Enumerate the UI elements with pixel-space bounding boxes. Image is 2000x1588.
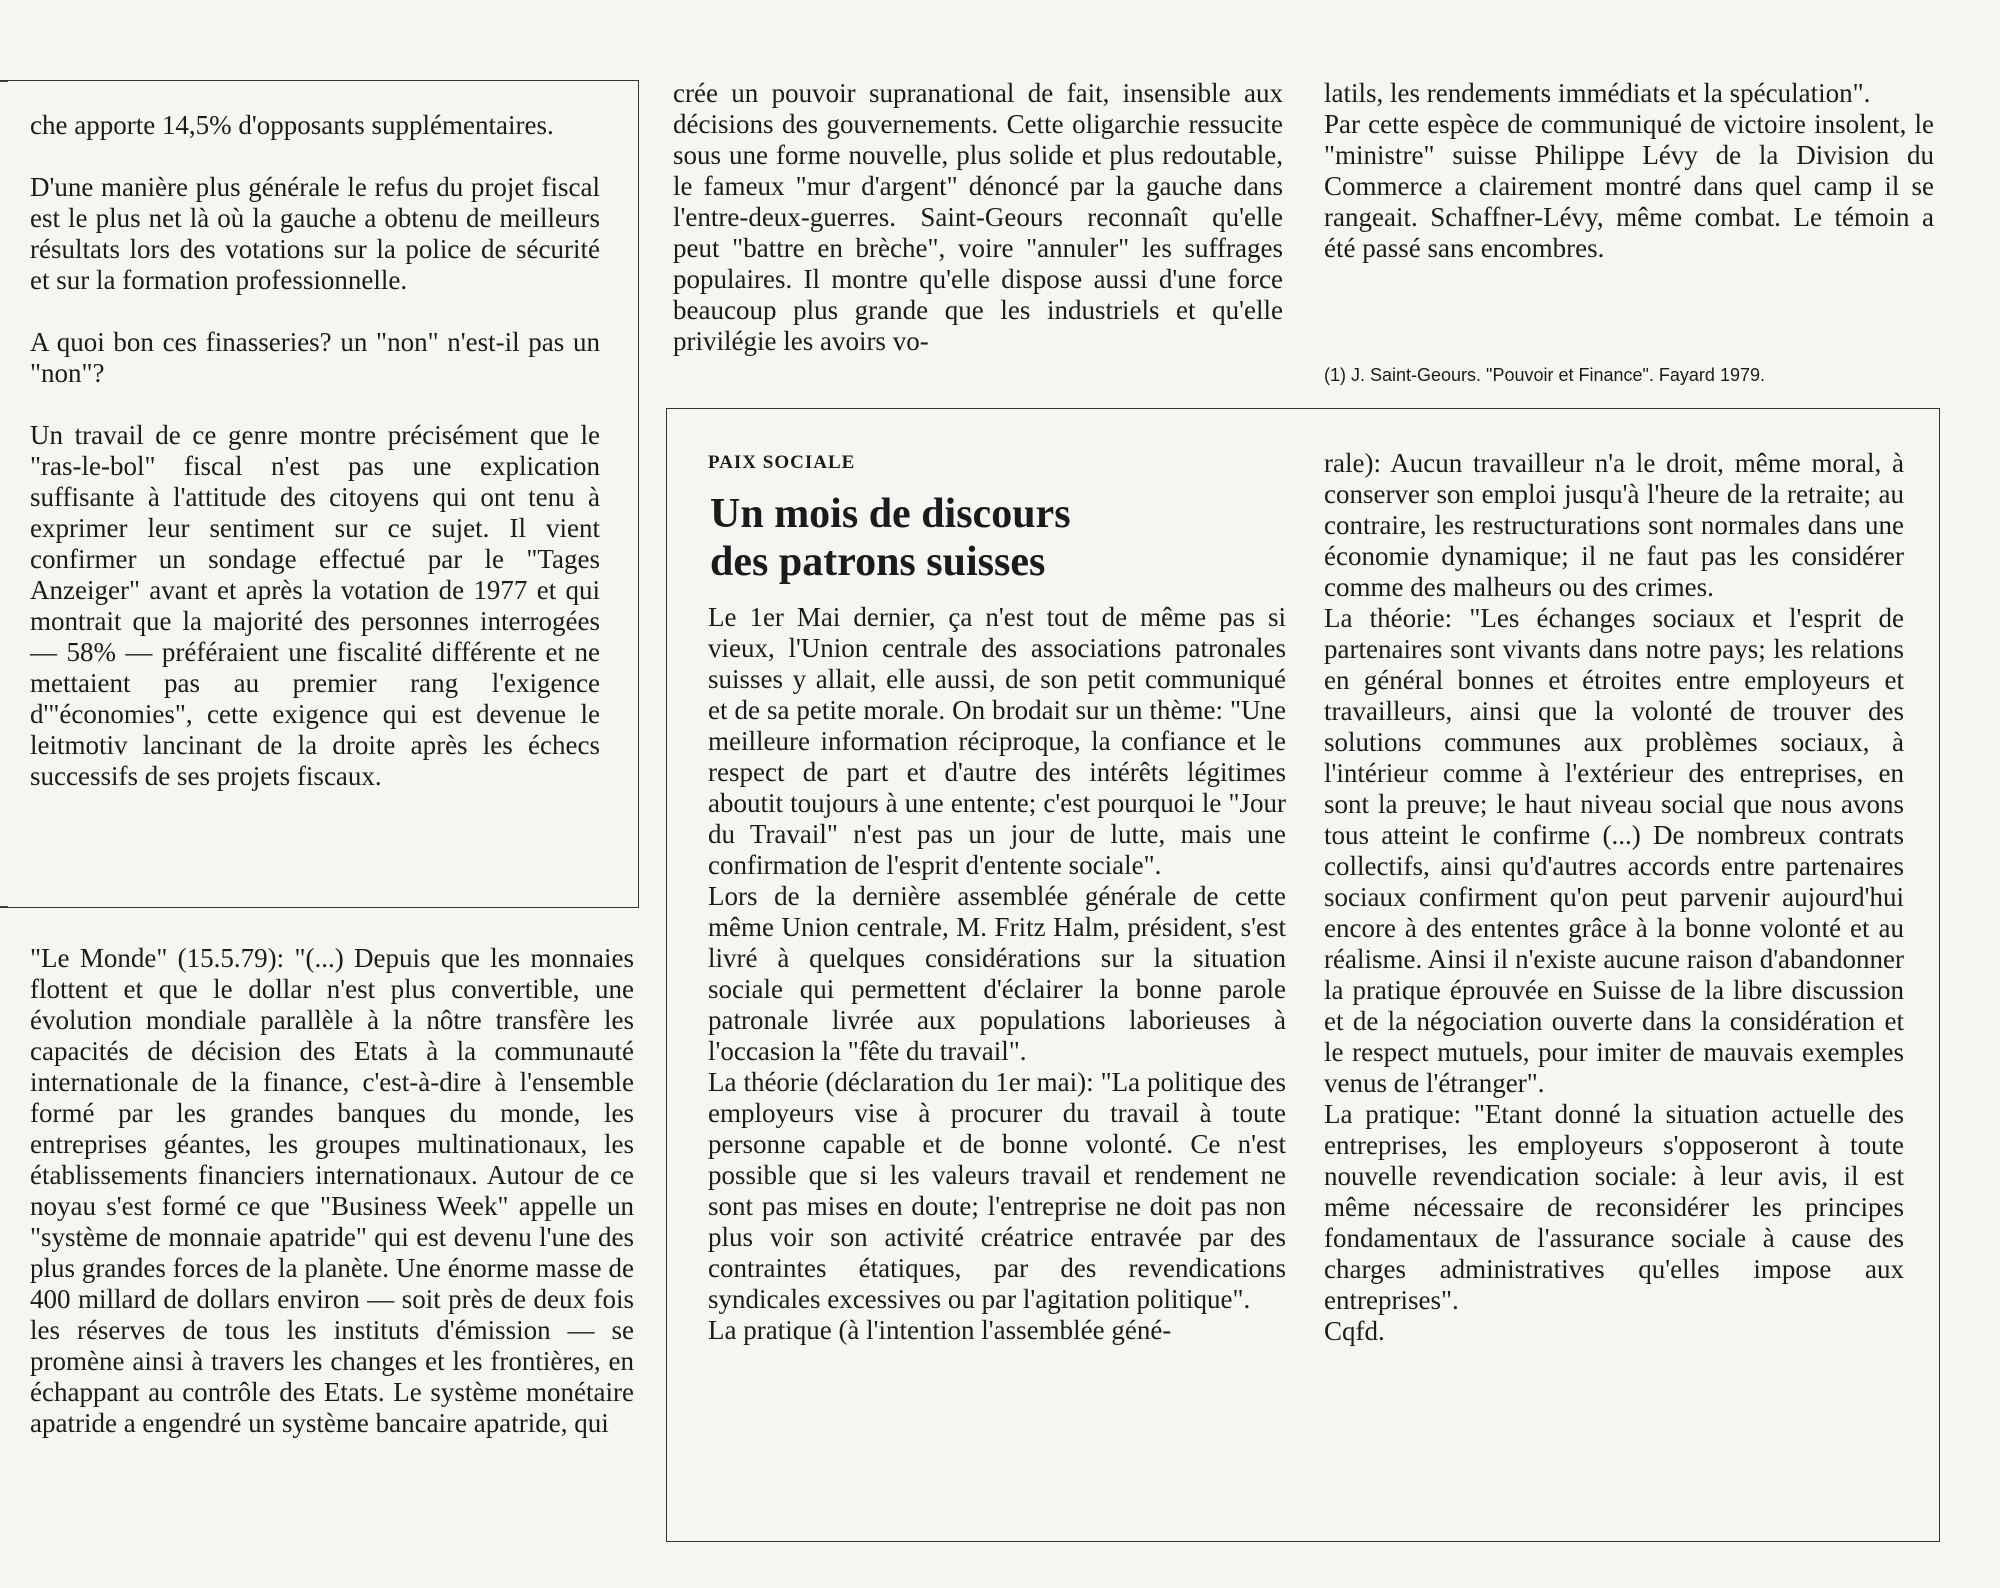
paragraph: La théorie (déclaration du 1er mai): "La politique des employeurs vise à procurer du travail à toute personne capable et de bonne volonté. Ce n'est possible que si les valeurs travail et rendement ne sont pas mises en doute; l'entreprise ne doit pas non plus voir son activité créatrice entravée par des contraintes étatiques, par des revendications syndicales excessives ou par l'agitation politique". — [708, 1067, 1286, 1314]
paragraph: A quoi bon ces finasseries? un "non" n'est-il pas un "non"? — [30, 327, 600, 388]
paragraph: "Le Monde" (15.5.79): "(...) Depuis que les monnaies flottent et que le dollar n'est plus convertible, une évolution mondiale parallèle à la nôtre transfère les capacités de décision des Etats à la communauté internationale de la finance, c'est-à-dire à l'ensemble formé par les grandes banques du monde, les entreprises géantes, les groupes multinationaux, les établissements financiers internationaux. Autour de ce noyau s'est formé ce que "Business Week" appelle un "système de monnaie apatride" qui est devenu l'une des plus grandes forces de la planète. Une énorme masse de 400 millard de dollars environ — soit près de deux fois les réserves de tous les instituts d'émission — se promène ainsi à travers les changes et les frontières, en échappant au contrôle des Etats. Le système monétaire apatride a engendré un système bancaire apatride, qui — [30, 943, 634, 1438]
paragraph: Cqfd. — [1324, 1316, 1385, 1346]
paragraph: Lors de la dernière assemblée générale de cette même Union centrale, M. Fritz Halm, président, s'est livré à quelques considérations sur la situation sociale qui permettent d'éclairer la bonne parole patronale livrée aux populations laborieuses à l'occasion la "fête du travail". — [708, 881, 1286, 1066]
paragraph: La pratique (à l'intention l'assemblée géné- — [708, 1315, 1172, 1345]
footnote: (1) J. Saint-Geours. "Pouvoir et Finance". Fayard 1979. — [1324, 365, 1765, 385]
paragraph: Un travail de ce genre montre précisément que le "ras-le-bol" fiscal n'est pas une explication suffisante à l'attitude des citoyens qui ont tenu à exprimer leur sentiment sur ce sujet. Il vient confirmer un sondage effectué par le "Tages Anzeiger" avant et après la votation de 1977 et qui montrait que la majorité des personnes interrogées — 58% — préféraient une fiscalité différente et ne mettaient pas au premier rang l'exigence d'"économies", cette exigence qui est devenue le leitmotiv lancinant de la droite après les échecs successifs de ses projets fiscaux. — [30, 420, 600, 791]
article-column-2 — [1324, 448, 1904, 1347]
paragraph: Le 1er Mai dernier, ça n'est tout de même pas si vieux, l'Union centrale des associations patronales suisses y allait, elle aussi, de son petit communiqué et de sa petite morale. On brodait sur un thème: "Une meilleure information réciproque, la confiance et le respect de part et d'autre des intérêts légitimes aboutit toujours à une entente; c'est pourquoi le "Jour du Travail" n'est pas un jour de lutte, mais une confirmation de l'esprit d'entente sociale". — [708, 602, 1286, 880]
paragraph: La pratique: "Etant donné la situation actuelle des entreprises, les employeurs s'opposeront à toute nouvelle revendication sociale: à leur avis, il est même nécessaire de reconsidérer les principes fondamentaux de l'assurance sociale à cause des charges administratives qu'elles impose aux entreprises". — [1324, 1099, 1904, 1315]
left-bottom-column — [30, 943, 634, 1439]
middle-top-column — [673, 78, 1283, 357]
right-top-column — [1324, 78, 1934, 264]
article-kicker: PAIX SOCIALE — [708, 452, 856, 473]
headline-line: Un mois de discours — [710, 491, 1071, 537]
paragraph: che apporte 14,5% d'opposants supplémentaires. — [30, 110, 554, 140]
headline-line: des patrons suisses — [710, 539, 1046, 585]
paragraph: latils, les rendements immédiats et la spéculation". — [1324, 78, 1871, 108]
paragraph: Par cette espèce de communiqué de victoire insolent, le "ministre" suisse Philippe Lévy de la Division du Commerce a clairement montré dans quel camp il se rangeait. Schaffner-Lévy, même combat. Le témoin a été passé sans encombres. — [1324, 109, 1934, 263]
article-headline — [710, 490, 1310, 586]
article-column-1 — [708, 602, 1286, 1346]
paragraph: D'une manière plus générale le refus du projet fiscal est le plus net là où la gauche a obtenu de meilleurs résultats lors des votations sur la police de sécurité et sur la formation professionnelle. — [30, 172, 600, 295]
paragraph: La théorie: "Les échanges sociaux et l'esprit de partenaires sont vivants dans notre pays; les relations en général bonnes et étroites entre employeurs et travailleurs, ainsi que la volonté de trouver des solutions communes aux problèmes sociaux, à l'intérieur comme à l'extérieur des entreprises, en sont la preuve; le haut niveau social que nous avons tous atteint le confirme (...) De nombreux contrats collectifs, ainsi qu'd'autres accords entre partenaires sociaux confirment qu'on peut parvenir aujourd'hui encore à des ententes grâce à la bonne volonté et au réalisme. Ainsi il n'existe aucune raison d'abandonner la pratique éprouvée en Suisse de la libre discussion et de la négociation ouverte dans la considération et le respect mutuels, pour imiter de mauvais exemples venus de l'étranger". — [1324, 603, 1904, 1098]
paragraph: crée un pouvoir supranational de fait, insensible aux décisions des gouvernements. Cette oligarchie ressucite sous une forme nouvelle, plus solide et plus redoutable, le fameux "mur d'argent" dénoncé par la gauche dans l'entre-deux-guerres. Saint-Geours reconnaît qu'elle peut "battre en brèche", voire "annuler" les suffrages populaires. Il montre qu'elle dispose aussi d'une force beaucoup plus grande que les industriels et qu'elle privilégie les avoirs vo- — [673, 78, 1283, 356]
left-boxed-column — [30, 110, 600, 792]
paragraph: rale): Aucun travailleur n'a le droit, même moral, à conserver son emploi jusqu'à l'heure de la retraite; au contraire, les restructurations sont normales dans une économie dynamique; il ne faut pas les considérer comme des malheurs ou des crimes. — [1324, 448, 1904, 602]
